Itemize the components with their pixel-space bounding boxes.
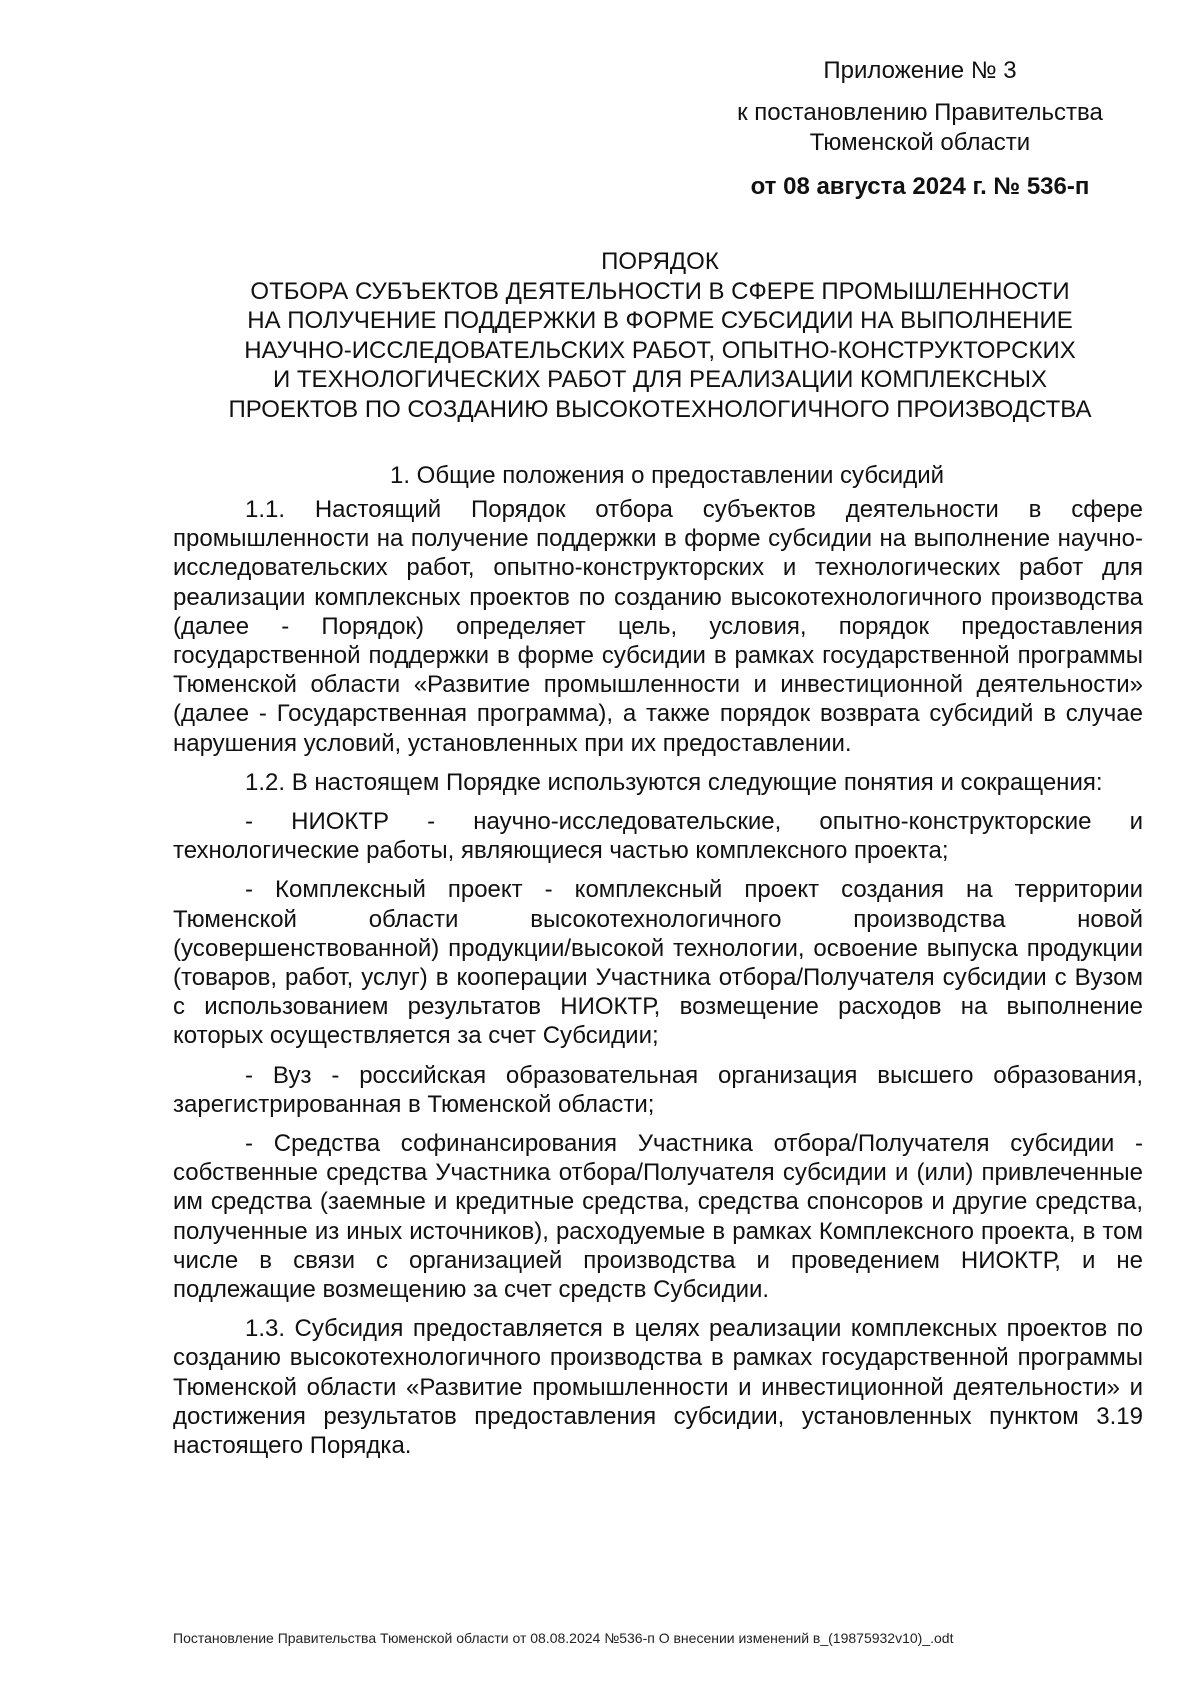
appendix-header — [700, 56, 1140, 202]
definition-nioktr: - НИОКТР - научно-исследовательские, опытно-конструкторские и технологические работы, являющиеся частью комплексного проекта; — [173, 808, 1143, 865]
page-footer: Постановление Правительства Тюменской области от 08.08.2024 №536-п О внесении изменений в_(19875932v10)_.odt — [173, 1630, 954, 1646]
definition-complex-project: - Комплексный проект - комплексный проект создания на территории Тюменской области высокотехнологичного производства новой (усовершенствованной) продукции/высокой технологии, освоение выпуска продукции (товаров, работ, услуг) в кооперации Участника отбора/Получателя субсидии с Вузом с использованием результатов НИОКТР, возмещение расходов на выполнение которых осуществляется за счет Субсидии; — [173, 876, 1143, 1050]
document-title — [130, 247, 1190, 424]
definition-university: - Вуз - российская образовательная организация высшего образования, зарегистрированная в Тюменской области; — [173, 1061, 1143, 1118]
decree-reference-line1: к постановлению Правительства — [737, 99, 1103, 126]
title-line-3: НА ПОЛУЧЕНИЕ ПОДДЕРЖКИ В ФОРМЕ СУБСИДИИ НА ВЫПОЛНЕНИЕ — [247, 307, 1073, 334]
appendix-number: Приложение № 3 — [823, 57, 1017, 84]
title-line-2: ОТБОРА СУБЪЕКТОВ ДЕЯТЕЛЬНОСТИ В СФЕРЕ ПРОМЫШЛЕННОСТИ — [250, 277, 1070, 305]
decree-reference-line2: Тюменской области — [809, 129, 1031, 156]
title-line-4: НАУЧНО-ИССЛЕДОВАТЕЛЬСКИХ РАБОТ, ОПЫТНО-КОНСТРУКТОРСКИХ — [244, 336, 1076, 364]
paragraph-1-3: 1.3. Субсидия предоставляется в целях реализации комплексных проектов по созданию высокотехнологичного производства в рамках государственной программы Тюменской области «Развитие промышленности и инвестиционной деятельности» и достижения результатов предоставления субсидии, установленных пунктом 3.19 настоящего Порядка. — [173, 1315, 1143, 1460]
paragraph-1-1: 1.1. Настоящий Порядок отбора субъектов деятельности в сфере промышленности на получение поддержки в форме субсидии на выполнение научно-исследовательских работ, опытно-конструкторских и технологических работ для реализации комплексных проектов по созданию высокотехнологичного производства (далее - Порядок) определяет цель, условия, порядок предоставления государственной поддержки в форме субсидии в рамках государственной программы Тюменской области «Развитие промышленности и инвестиционной деятельности» (далее - Государственная программа), а также порядок возврата субсидий в случае нарушения условий, установленных при их предоставлении. — [173, 496, 1143, 757]
title-line-1: ПОРЯДОК — [601, 248, 719, 275]
definition-cofinancing: - Средства софинансирования Участника отбора/Получателя субсидии - собственные средства Участника отбора/Получателя субсидии и (или) привлеченные им средства (заемные и кредитные средства, средства спонсоров и другие средства, полученные из иных источников), расходуемые в рамках Комплексного проекта, в том числе в связи с организацией производства и проведением НИОКТР, и не подлежащие возмещению за счет средств Субсидии. — [173, 1130, 1143, 1304]
document-body — [173, 495, 1143, 1470]
section-heading: 1. Общие положения о предоставлении субсидий — [390, 462, 945, 489]
paragraph-1-2: 1.2. В настоящем Порядке используются следующие понятия и сокращения: — [245, 768, 1103, 796]
decree-date: от 08 августа 2024 г. № 536-п — [750, 173, 1090, 200]
title-line-6: ПРОЕКТОВ ПО СОЗДАНИЮ ВЫСОКОТЕХНОЛОГИЧНОГО ПРОИЗВОДСТВА — [228, 395, 1092, 423]
title-line-5: И ТЕХНОЛОГИЧЕСКИХ РАБОТ ДЛЯ РЕАЛИЗАЦИИ КОМПЛЕКСНЫХ — [272, 366, 1048, 393]
